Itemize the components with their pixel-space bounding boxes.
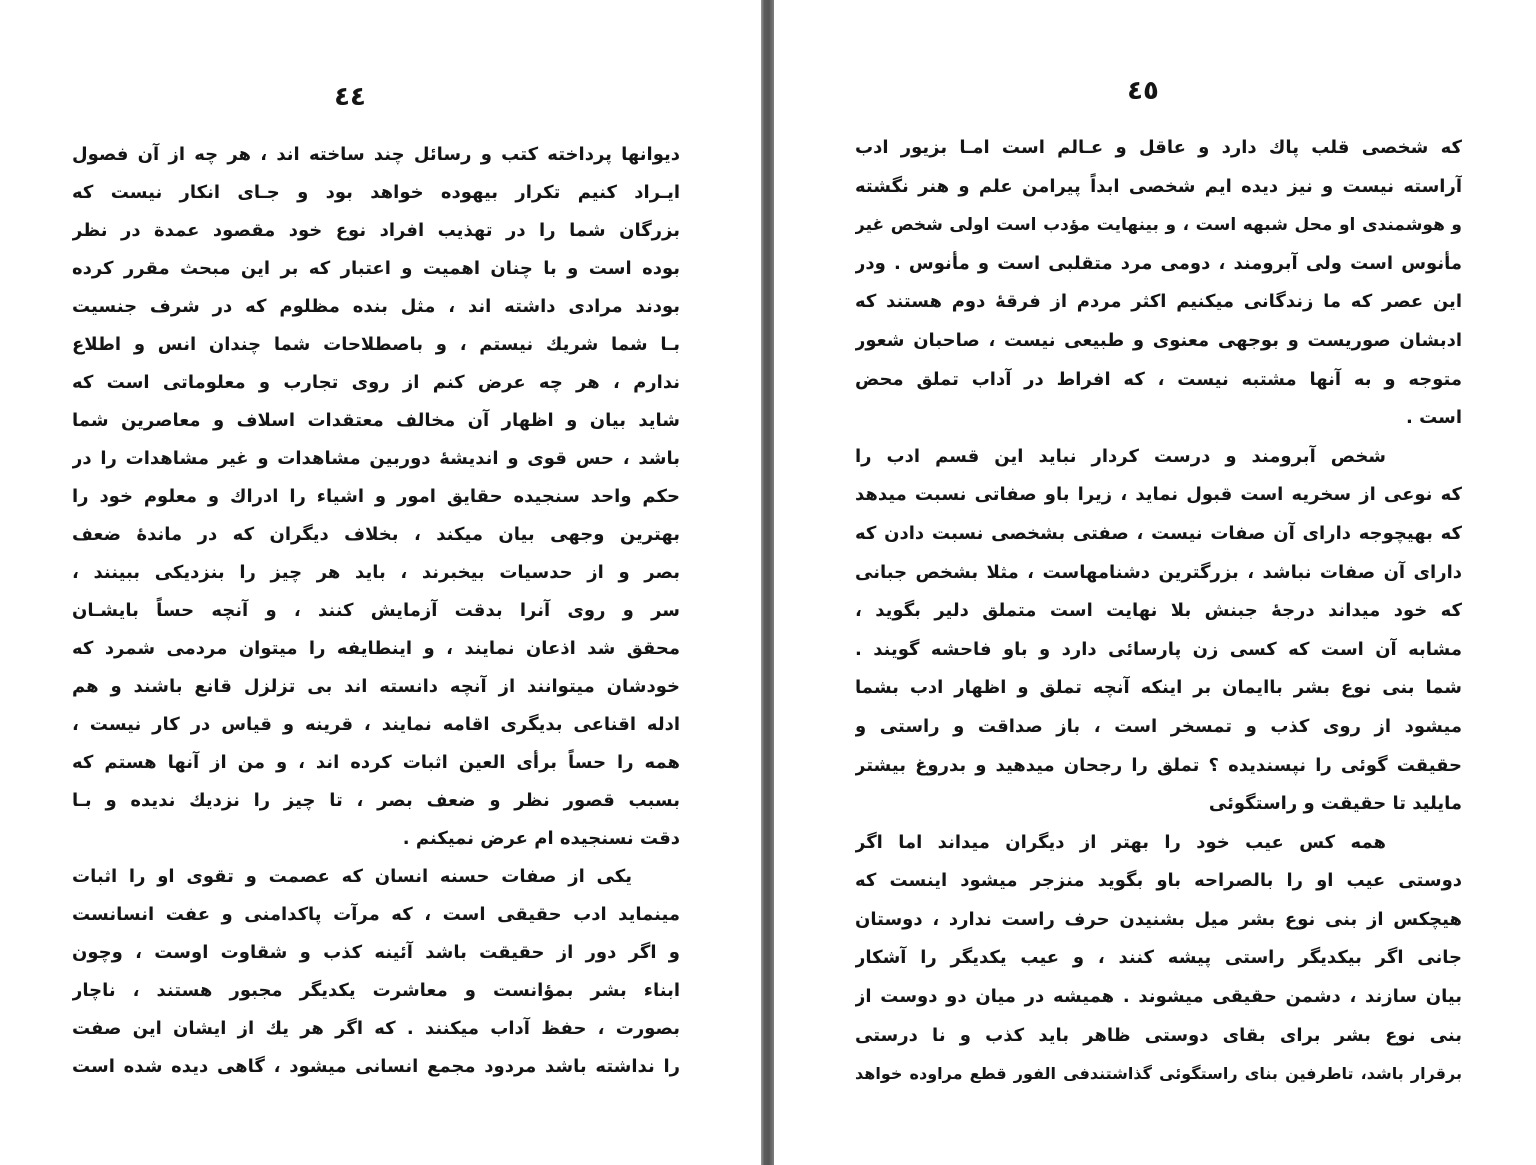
text-line: ادبشان صوریست و بوجهی معنوی و طبیعی نیست ، صاحبان شعور <box>855 329 1462 351</box>
text-line: است . <box>1405 407 1462 429</box>
text-line: که شخصی قلب پاك دارد و عاقل و عـالم است امـا بزیور ادب <box>855 137 1462 158</box>
text-line: بسبب قصور نظر و ضعف بصر ، تا چیز را نزدیك ندیده و بـا <box>72 790 680 811</box>
text-line: بنی نوع بشر برای بقای دوستی ظاهر باید کذب و نا درستی <box>855 1024 1462 1046</box>
right-page <box>776 0 1536 1165</box>
page-body <box>855 129 1462 1094</box>
text-line: ادله اقناعی بدیگری اقامه نمایند ، قرینه و قیاس در کار نیست ، <box>72 714 680 735</box>
page-number: ٤٤ <box>334 82 366 112</box>
text-line: و اگر دور از حقیقت باشد آئینه کذب و شقاوت اوست ، وچون <box>72 942 680 963</box>
text-line: باشد ، حس قوی و اندیشهٔ دوربین مشاهدات و غیر مشاهدات را در <box>72 448 680 469</box>
paragraph <box>855 438 1462 824</box>
text-line: میشود از روی کذب و تمسخر است ، باز صداقت و راستی و <box>855 715 1462 737</box>
text-line: برقرار باشد، تاطرفین بنای راستگوئی گذاشتندفی الفور قطع مراوده خواهد <box>855 1064 1462 1084</box>
text-line: حکم واحد سنجیده حقایق امور و اشیاء را ادراك و معلوم خود را <box>72 486 680 507</box>
left-page <box>0 0 760 1165</box>
text-line: مشابه آن است که کسی زن پارسائی دارد و باو فاحشه گویند . <box>855 638 1462 660</box>
text-line: دارای آن صفات نباشد ، بزرگترین دشنامهاست ، مثلا بشخص جبانی <box>855 561 1462 583</box>
text-line: بصر و از حدسیات بیخبرند ، باید هر چیز را بنزدیکی ببینند ، <box>72 562 680 583</box>
text-line: بزرگان شما را در تهذیب افراد نوع خود مقصود عمدة در نظر <box>72 220 680 241</box>
text-line: جانی اگر بیکدیگر راستی پیشه کنند ، و عیب یکدیگر را آشکار <box>855 947 1462 969</box>
text-line: بودند مرادی داشته اند ، مثل بنده مظلوم که در شرف جنسیت <box>72 296 680 317</box>
text-line: و هوشمندی او محل شبهه است ، و بینهایت مؤدب است اولی شخص غیر <box>855 215 1462 236</box>
text-line: خودشان میتوانند از آنچه دانسته اند بی تزلزل قانع باشند و هم <box>72 676 680 697</box>
paragraph <box>72 858 680 1086</box>
text-line: متوجه و به آنها مشتبه نیست ، که افراط در آداب تملق محض <box>855 368 1462 390</box>
text-line: دقت نسنجیده ام عرض نمیکنم . <box>402 828 680 849</box>
book-gutter <box>761 0 774 1165</box>
text-line: یکی از صفات حسنه انسان که عصمت و تقوی او را اثبات <box>72 866 632 887</box>
page-body <box>72 136 680 1086</box>
text-line: محقق شد اذعان نمایند ، و اینطایفه را میتوان مردمی شمرد که <box>72 638 680 659</box>
text-line: که خود میداند درجهٔ جبنش بلا نهایت است متملق دلیر بگوید ، <box>855 600 1462 622</box>
text-line: که نوعی از سخریه است قبول نماید ، زیرا باو صفاتی نسبت میدهد <box>855 484 1462 506</box>
text-line: ایـراد کنیم تکرار بیهوده خواهد بود و جـای انکار نیست که <box>72 182 680 203</box>
text-line: همه کس عیب خود را بهتر از دیگران میداند اما اگر <box>855 831 1386 853</box>
paragraph <box>855 129 1462 438</box>
paragraph <box>855 824 1462 1094</box>
text-line: هیچکس از بنی نوع بشر میل بشنیدن حرف راست ندارد ، دوستان <box>855 908 1462 930</box>
text-line: مأنوس است ولی آبرومند ، دومی مرد متقلبی است و مأنوس . ودر <box>855 252 1462 274</box>
text-line: شخص آبرومند و درست کردار نباید این قسم ادب را <box>855 445 1386 467</box>
text-line: بیان سازند ، دشمن حقیقی میشوند . همیشه در میان دو دوست از <box>855 986 1462 1008</box>
text-line: همه را حساً برأی العین اثبات کرده اند ، و من از آنها هستم که <box>72 752 680 773</box>
text-line: سر و روی آنرا بدقت آزمایش کنند ، و آنچه حساً بایشـان <box>72 600 680 621</box>
text-line: این عصر که ما زندگانی میکنیم اکثر مردم از فرقهٔ دوم هستند که <box>855 291 1462 313</box>
text-line: شاید بیان و اظهار آن مخالف معتقدات اسلاف و معاصرین شما <box>72 410 680 431</box>
text-line: ندارم ، هر چه عرض کنم از روی تجارب و معلوماتی است که <box>72 372 680 393</box>
text-line: شما بنی نوع بشر باایمان بر اینکه آنچه تملق و اظهار ادب بشما <box>855 677 1462 699</box>
text-line: را نداشته باشد مردود مجمع انسانی میشود ، گاهی دیده شده است <box>72 1056 680 1077</box>
text-line: که بهیچوجه دارای آن صفات نیست ، صفتی بشخصی نسبت دادن که <box>855 522 1462 544</box>
text-line: دوستی عیب او را بالصراحه باو بگوید منزجر میشود اینست که <box>855 870 1462 892</box>
text-line: مایلید تا حقیقت و راستگوئی <box>1208 793 1462 815</box>
text-line: بوده است و با چنان اهمیت و اعتبار که بر این مبحث مقرر کرده <box>72 258 680 279</box>
text-line: مینماید ادب حقیقی است ، که مرآت پاکدامنی و عفت انسانست <box>72 904 680 925</box>
text-line: بصورت ، حفظ آداب میکنند . که اگر هر یك از ایشان این صفت <box>72 1018 680 1039</box>
paragraph <box>72 136 680 858</box>
text-line: آراسته نیست و نیز دیده ایم شخصی ابداً پیرامن علم و هنر نگشته <box>855 175 1462 197</box>
text-line: بهترین وجهی بیان میکند ، بخلاف دیگران که در ماندهٔ ضعف <box>72 524 680 545</box>
page-number: ٤٥ <box>1127 76 1159 106</box>
text-line: حقیقت گوئی را نپسندیده ؟ تملق را رجحان میدهید و بدروغ بیشتر <box>855 754 1462 776</box>
text-line: بـا شما شریك نیستم ، و باصطلاحات شما چندان انس و اطلاع <box>72 334 680 355</box>
text-line: دیوانها پرداخته کتب و رسائل چند ساخته اند ، هر چه از آن فصول <box>72 144 680 165</box>
text-line: ابناء بشر بمؤانست و معاشرت یکدیگر مجبور هستند ، ناچار <box>72 980 680 1001</box>
